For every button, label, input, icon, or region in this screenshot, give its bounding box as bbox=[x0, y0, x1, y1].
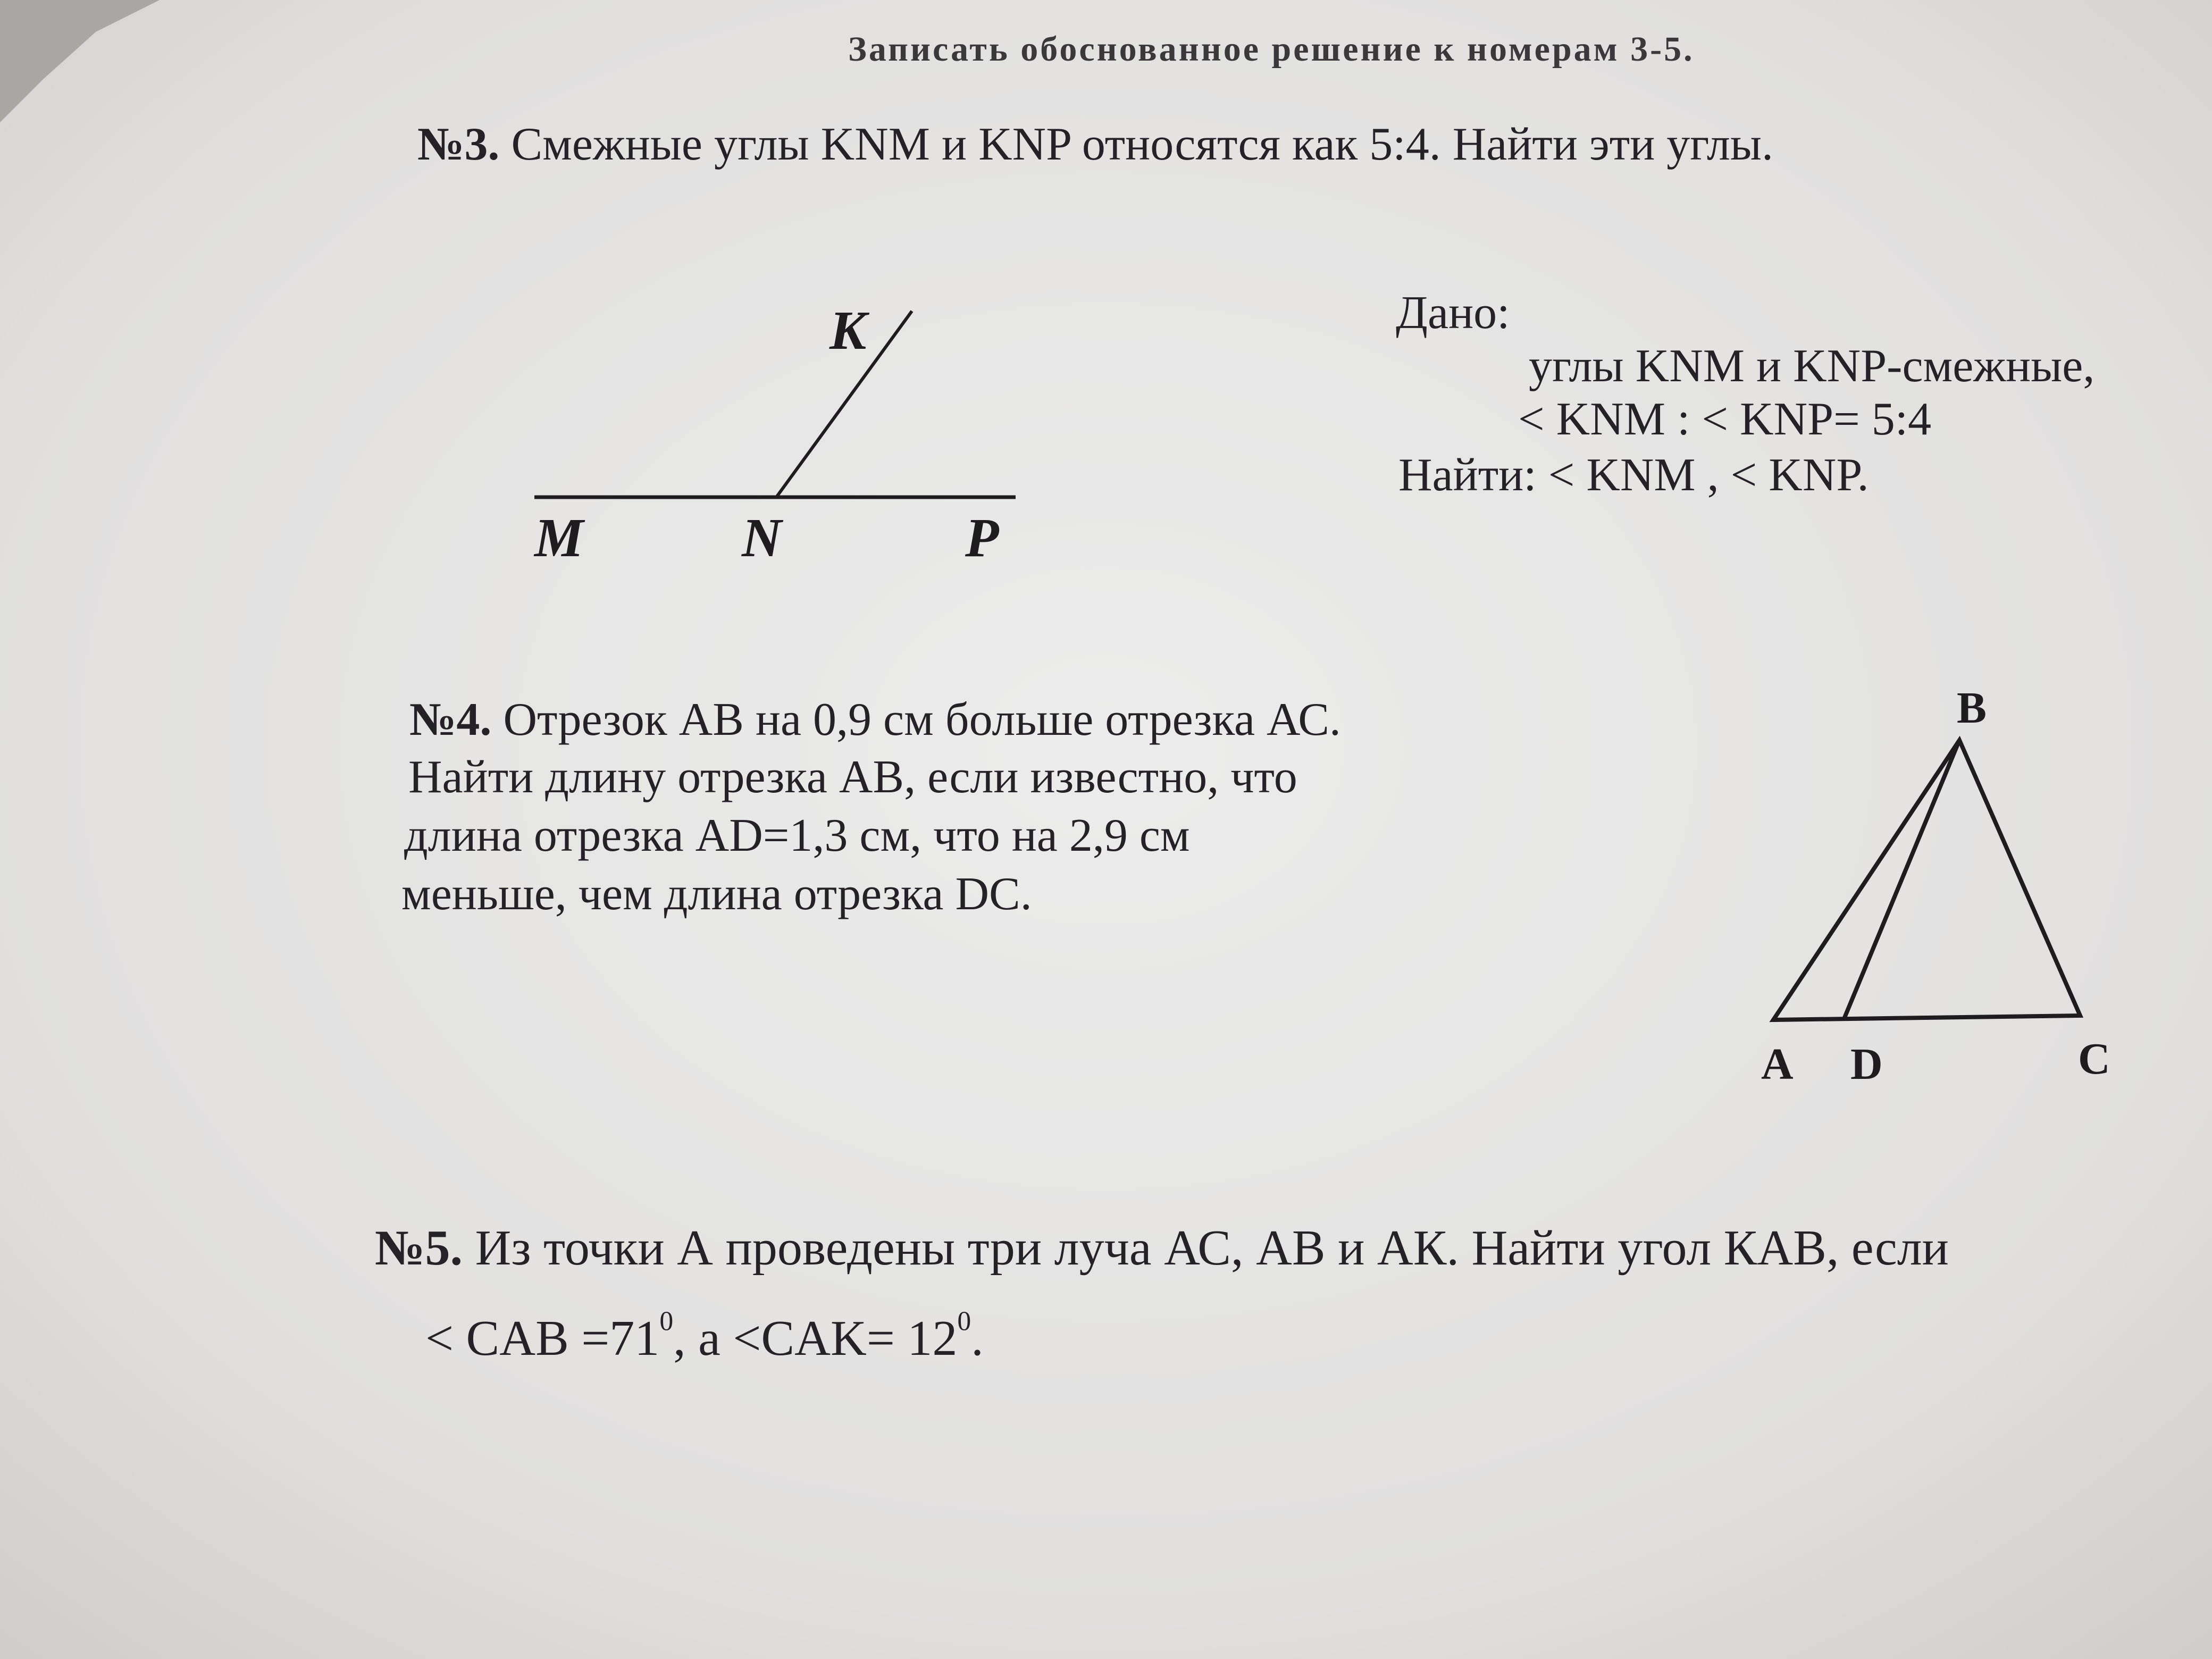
problem3-statement bbox=[417, 121, 1773, 168]
find-line: Найти: < KNM , < KNP. bbox=[1398, 449, 1869, 501]
given-label: Дано: bbox=[1396, 287, 1510, 339]
segment-bd bbox=[1844, 740, 1959, 1019]
given-line2: < KNM : < KNP= 5:4 bbox=[1518, 393, 1932, 445]
problem3-number: №3. bbox=[417, 119, 500, 170]
problem4-line3: длина отрезка AD=1,3 см, что на 2,9 см bbox=[404, 810, 1190, 861]
label-n: N bbox=[742, 507, 782, 568]
label-c: C bbox=[2078, 1034, 2110, 1084]
label-b: B bbox=[1957, 683, 1987, 733]
problem5-number: №5. bbox=[375, 1220, 463, 1276]
problem4-line4: меньше, чем длина отрезка DC. bbox=[401, 868, 1032, 920]
triangle-abc bbox=[1773, 740, 2080, 1020]
problem3-text: Смежные углы KNM и KNP относятся как 5:4. Найти эти углы. bbox=[511, 119, 1773, 170]
label-p: P bbox=[965, 507, 999, 568]
problem4-line1: №4. Отрезок АВ на 0,9 см больше отрезка АС. bbox=[409, 694, 1341, 745]
degree-mark-1: 0 bbox=[659, 1306, 674, 1337]
problem4-number: №4. bbox=[409, 694, 492, 745]
problem5-line1: №5. Из точки А проведены три луча АС, АВ и АК. Найти угол КАВ, если bbox=[375, 1220, 1949, 1276]
label-d: D bbox=[1850, 1040, 1883, 1089]
degree-mark-2: 0 bbox=[957, 1306, 971, 1337]
adjacent-angles-figure bbox=[526, 298, 1026, 542]
label-m: M bbox=[534, 507, 584, 568]
label-k: K bbox=[830, 300, 867, 361]
problem4-line2: Найти длину отрезка АВ, если известно, что bbox=[408, 751, 1297, 803]
problem5-line2: < CAB $=71^0$, $а <CAK= 12^0$. bbox=[425, 1306, 984, 1366]
given-line1: углы KNM и KNP-смежные, bbox=[1529, 340, 2095, 392]
triangle-figure bbox=[1755, 723, 2095, 1032]
header-instruction: Записать обоснованное решение к номерам 3-5. bbox=[848, 30, 1695, 69]
label-a: A bbox=[1761, 1040, 1794, 1089]
